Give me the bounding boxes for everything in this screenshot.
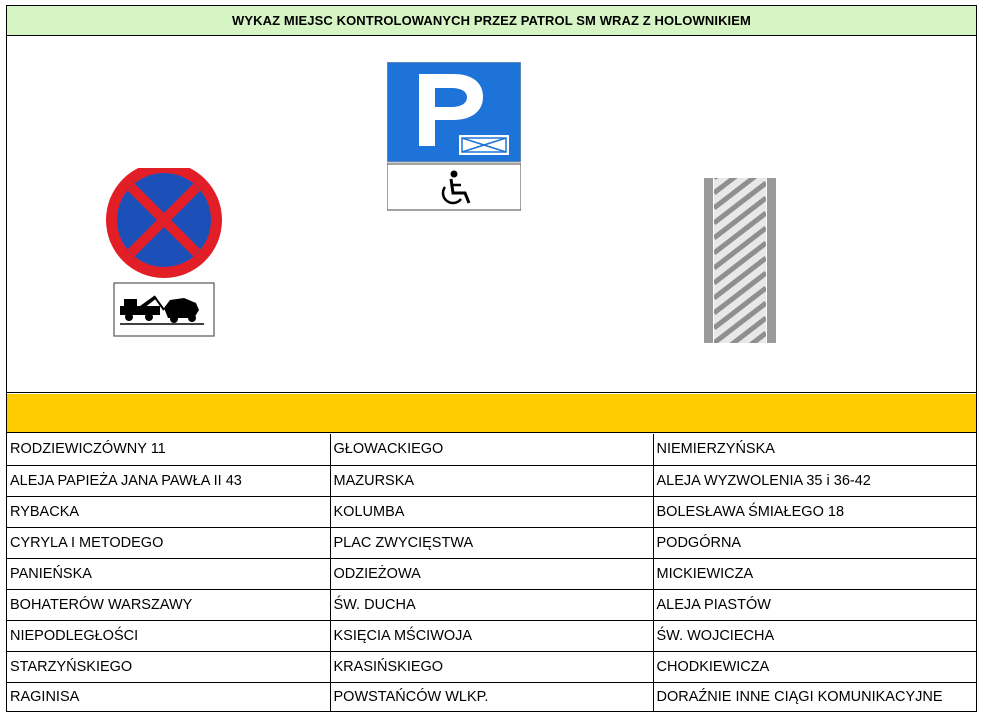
table-cell: NIEMIERZYŃSKA [653, 434, 976, 465]
table-cell: RODZIEWICZÓWNY 11 [7, 434, 330, 465]
table-cell: BOHATERÓW WARSZAWY [7, 589, 330, 620]
table-cell: ODZIEŻOWA [330, 558, 653, 589]
table-cell: GŁOWACKIEGO [330, 434, 653, 465]
table-row [7, 527, 976, 558]
orange-separator-bar [7, 394, 976, 433]
table-cell: ŚW. DUCHA [330, 589, 653, 620]
table-row [7, 434, 976, 465]
table-row [7, 651, 976, 682]
table-cell: ALEJA PIASTÓW [653, 589, 976, 620]
table-cell: CHODKIEWICZA [653, 651, 976, 682]
table-row [7, 496, 976, 527]
table-cell: MICKIEWICZA [653, 558, 976, 589]
table-row [7, 465, 976, 496]
table-cell: ŚW. WOJCIECHA [653, 620, 976, 651]
table-cell: ALEJA WYZWOLENIA 35 i 36-42 [653, 465, 976, 496]
table-row [7, 589, 976, 620]
table-cell: RYBACKA [7, 496, 330, 527]
table-cell: CYRYLA I METODEGO [7, 527, 330, 558]
table-cell: ALEJA PAPIEŻA JANA PAWŁA II 43 [7, 465, 330, 496]
table-row [7, 620, 976, 651]
table-cell: POWSTAŃCÓW WLKP. [330, 682, 653, 712]
disabled-parking-sign-icon [387, 62, 521, 212]
document-sheet [6, 5, 977, 712]
table-cell: KRASIŃSKIEGO [330, 651, 653, 682]
table-cell: KOLUMBA [330, 496, 653, 527]
hatched-road-marking-icon [704, 178, 776, 343]
table-cell: PANIEŃSKA [7, 558, 330, 589]
table-cell: PLAC ZWYCIĘSTWA [330, 527, 653, 558]
signs-area [7, 37, 976, 393]
table-cell: RAGINISA [7, 682, 330, 712]
document-title: WYKAZ MIEJSC KONTROLOWANYCH PRZEZ PATROL SM WRAZ Z HOLOWNIKIEM [7, 6, 976, 36]
locations-table [7, 434, 976, 712]
table-cell: KSIĘCIA MŚCIWOJA [330, 620, 653, 651]
table-row [7, 682, 976, 712]
table-cell: STARZYŃSKIEGO [7, 651, 330, 682]
table-cell: PODGÓRNA [653, 527, 976, 558]
table-row [7, 558, 976, 589]
table-cell: BOLESŁAWA ŚMIAŁEGO 18 [653, 496, 976, 527]
no-stopping-tow-away-sign-icon [104, 168, 224, 348]
table-cell: NIEPODLEGŁOŚCI [7, 620, 330, 651]
table-cell: DORAŹNIE INNE CIĄGI KOMUNIKACYJNE [656, 689, 943, 706]
table-cell: MAZURSKA [330, 465, 653, 496]
